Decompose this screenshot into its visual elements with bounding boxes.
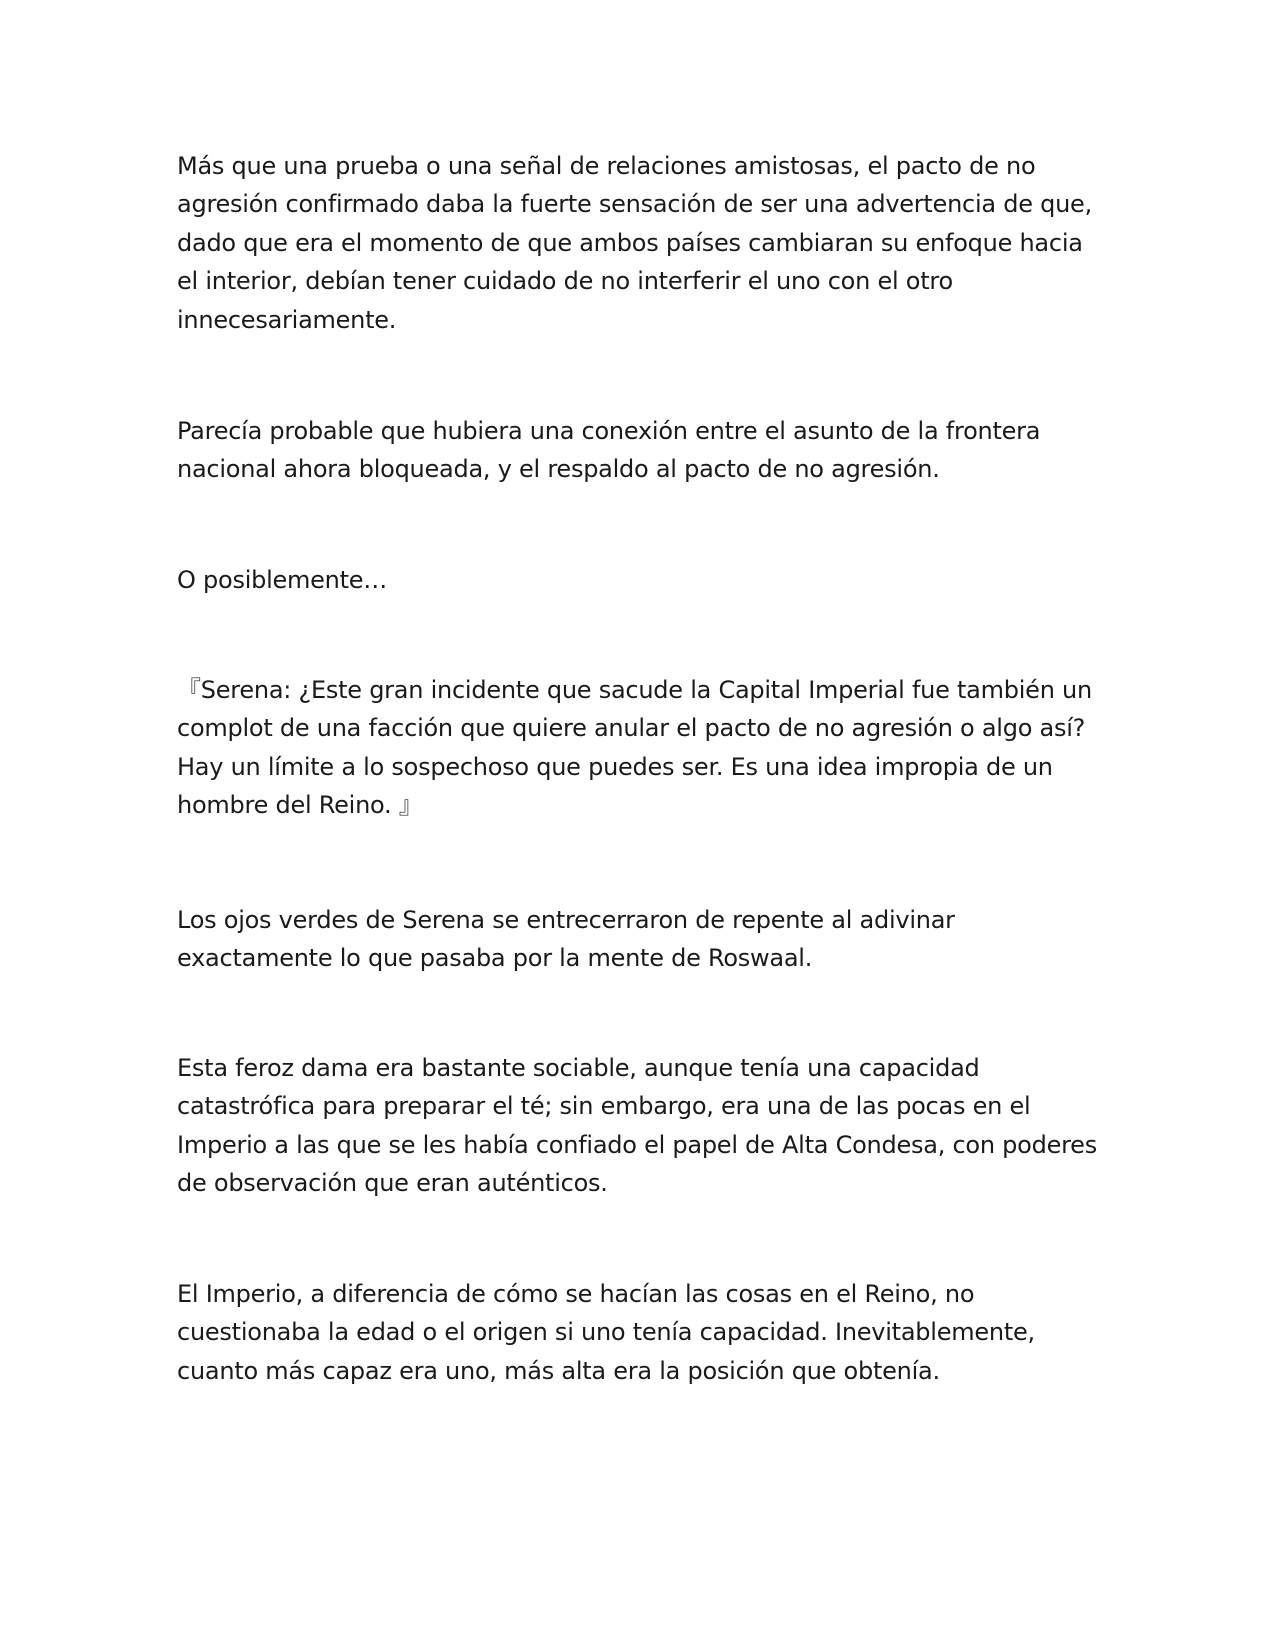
paragraph-line: Hay un límite a lo sospechoso que puedes ser. Es una idea impropia de un <box>177 752 1053 781</box>
paragraph-2 <box>177 412 1112 489</box>
paragraph-1 <box>177 147 1112 339</box>
paragraph-line: cuestionaba la edad o el origen si uno tenía capacidad. Inevitablemente, <box>177 1318 1035 1347</box>
paragraph-6 <box>177 1049 1112 1203</box>
paragraph-line: Parecía probable que hubiera una conexión entre el asunto de la frontera <box>177 417 1041 445</box>
paragraph-line: innecesariamente. <box>177 305 397 334</box>
paragraph-line: Esta feroz dama era bastante sociable, aunque tenía una capacidad <box>177 1054 980 1082</box>
paragraph-line: dado que era el momento de que ambos países cambiaran su enfoque hacia <box>177 228 1083 257</box>
paragraph-line: Los ojos verdes de Serena se entrecerraron de repente al adivinar <box>177 906 955 934</box>
paragraph-7 <box>177 1275 1112 1390</box>
paragraph-line: O posiblemente… <box>177 566 388 594</box>
paragraph-line: nacional ahora bloqueada, y el respaldo al pacto de no agresión. <box>177 455 940 484</box>
paragraph-line: El Imperio, a diferencia de cómo se hacían las cosas en el Reino, no <box>177 1280 975 1308</box>
paragraph-line: Imperio a las que se les había confiado el papel de Alta Condesa, con poderes <box>177 1130 1097 1159</box>
paragraph-line: catastrófica para preparar el té; sin embargo, era una de las pocas en el <box>177 1092 1031 1121</box>
paragraph-line: el interior, debían tener cuidado de no interferir el uno con el otro <box>177 267 953 296</box>
paragraph-line: de observación que eran auténticos. <box>177 1169 608 1198</box>
paragraph-line: agresión confirmado daba la fuerte sensación de ser una advertencia de que, <box>177 190 1092 219</box>
paragraph-3 <box>177 561 1112 599</box>
paragraph-line: hombre del Reino. 』 <box>177 791 423 820</box>
dialogue-paragraph <box>177 671 1112 825</box>
paragraph-line: exactamente lo que pasaba por la mente de Roswaal. <box>177 944 813 973</box>
paragraph-5 <box>177 901 1112 978</box>
paragraph-line: Más que una prueba o una señal de relaciones amistosas, el pacto de no <box>177 152 1036 180</box>
paragraph-line: complot de una facción que quiere anular el pacto de no agresión o algo así? <box>177 714 1086 743</box>
paragraph-line: cuanto más capaz era uno, más alta era la posición que obtenía. <box>177 1356 940 1385</box>
paragraph-line: 『Serena: ¿Este gran incidente que sacude la Capital Imperial fue también un <box>177 676 1092 704</box>
